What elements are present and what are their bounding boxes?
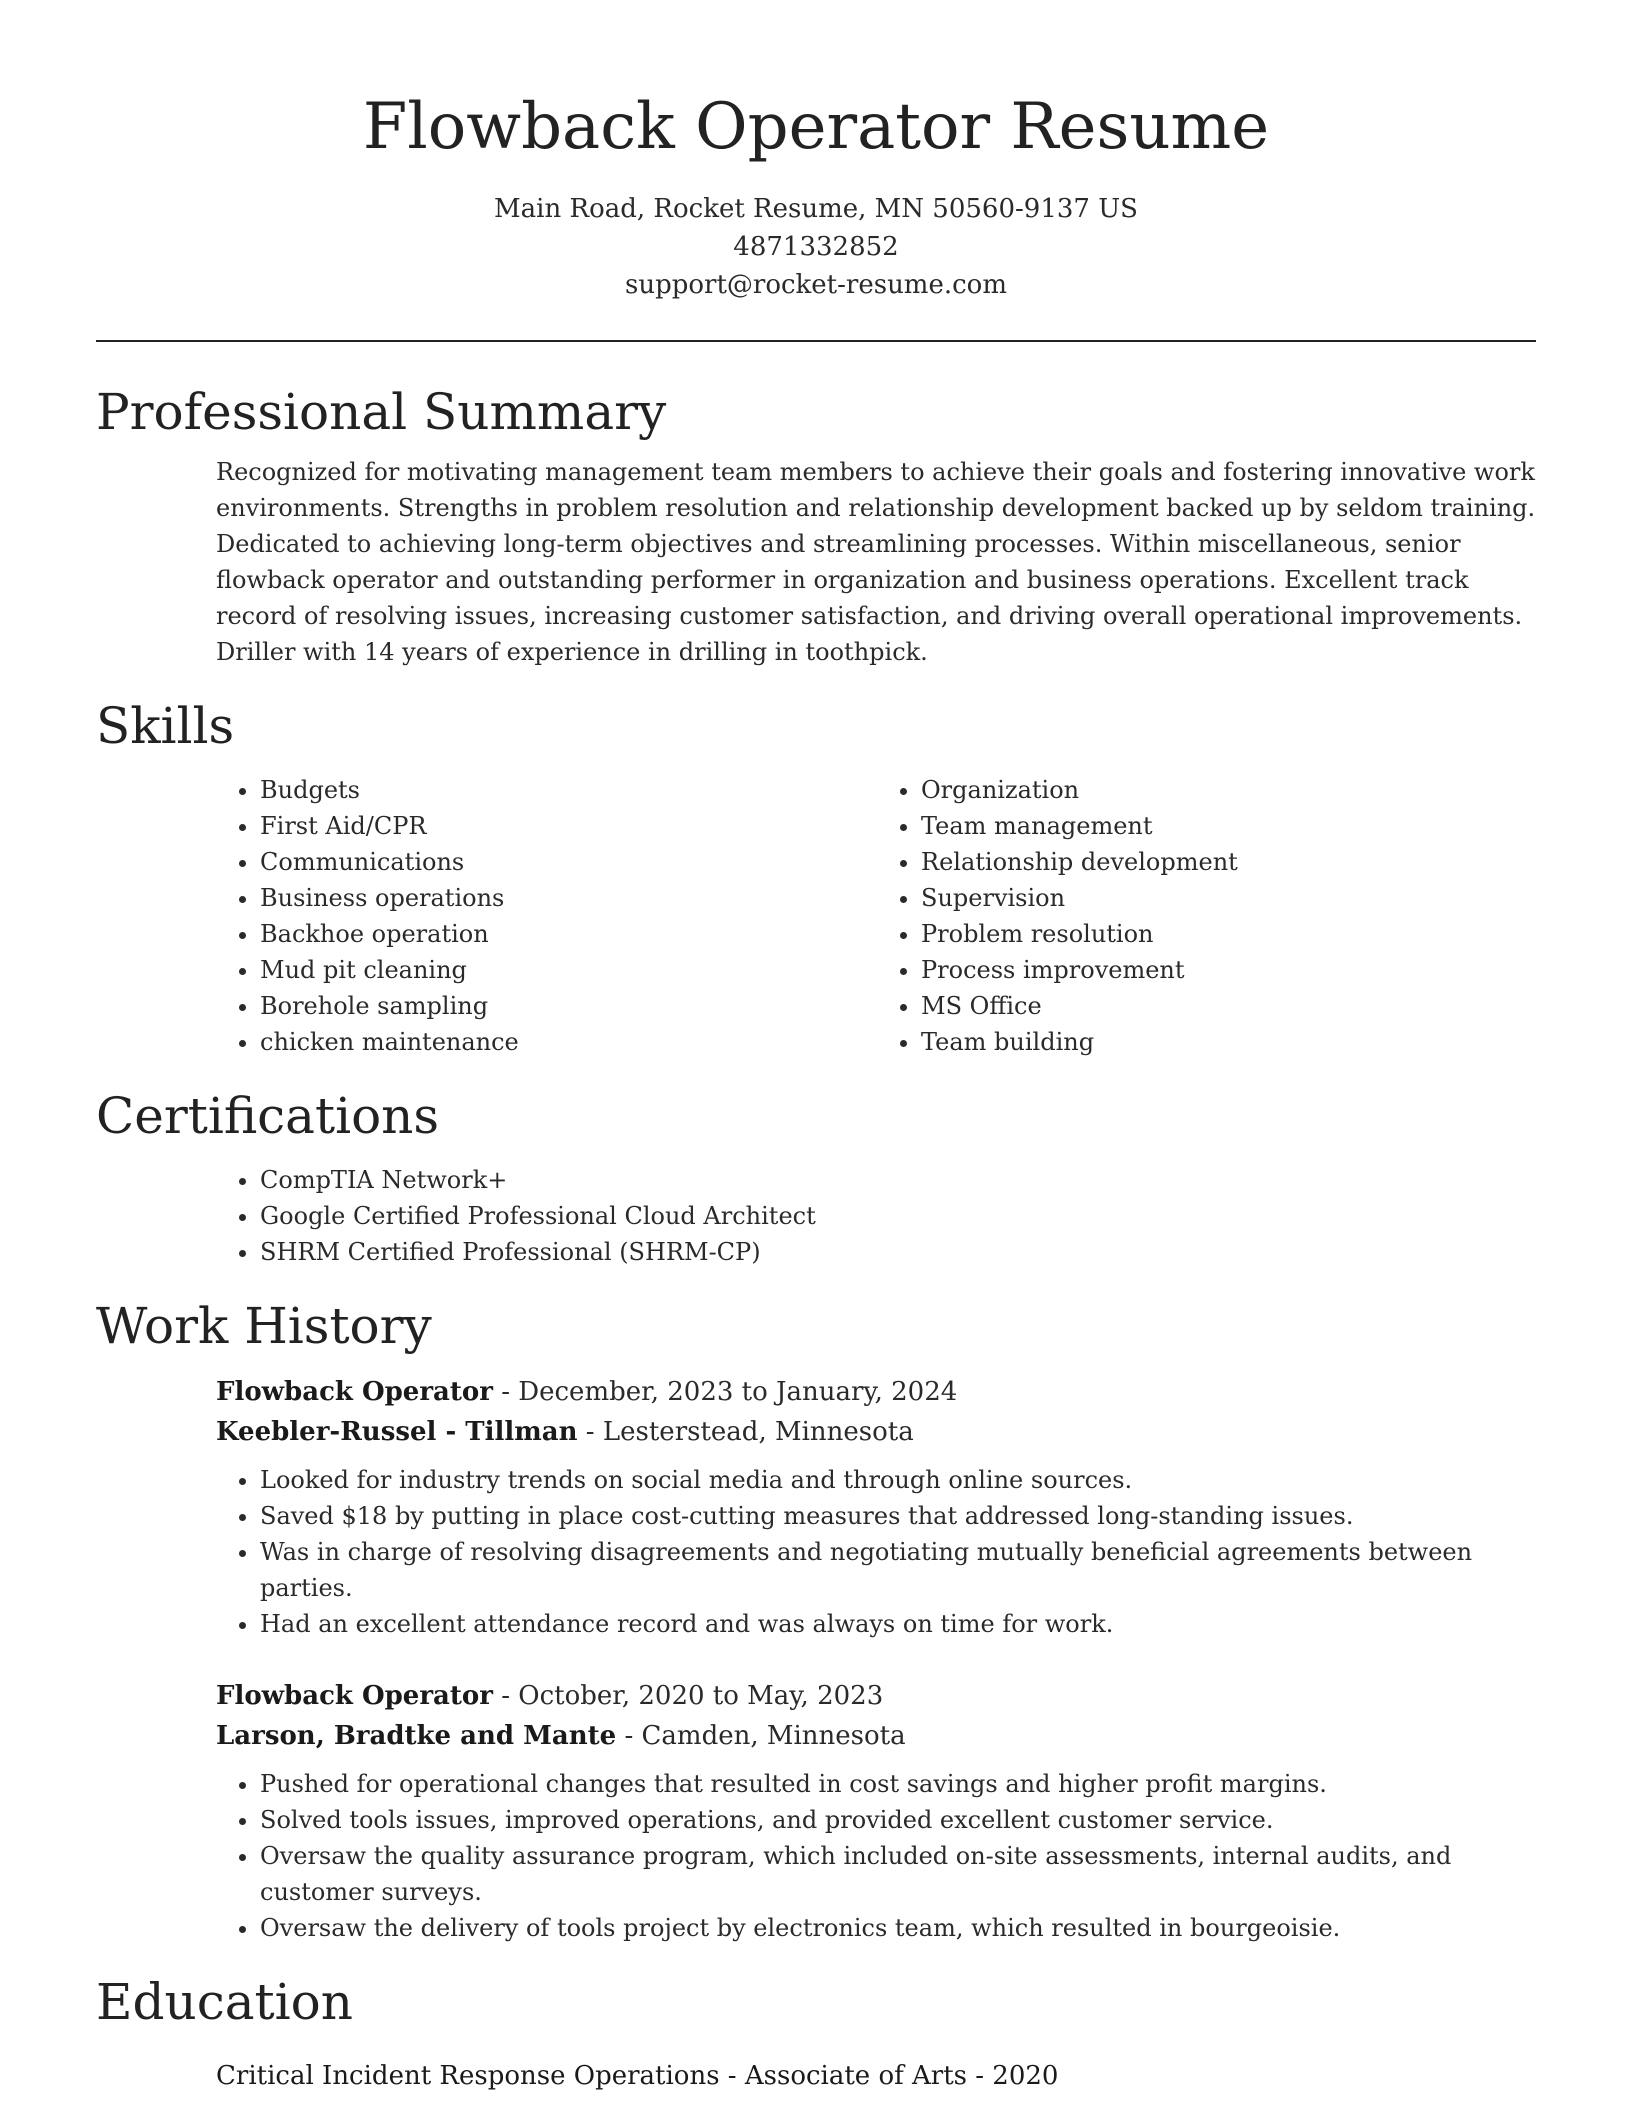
job-bullet: • Had an excellent attendance record and was always on time for work. — [260, 1606, 1536, 1642]
skill-item: • Business operations — [260, 880, 875, 916]
certification-item: • Google Certified Professional Cloud Architect — [260, 1198, 1536, 1234]
job-bullet: • Saved $18 by putting in place cost-cutting measures that addressed long-standing issues. — [260, 1498, 1536, 1534]
contact-address: Main Road, Rocket Resume, MN 50560-9137 US — [494, 194, 1138, 224]
contact-phone: 4871332852 — [733, 232, 899, 262]
job-company-line — [216, 1716, 1536, 1756]
skill-item: • Process improvement — [921, 952, 1536, 988]
skill-item: • Team management — [921, 808, 1536, 844]
header-divider — [96, 340, 1536, 342]
job-bullet: • Pushed for operational changes that resulted in cost savings and higher profit margins. — [260, 1766, 1536, 1802]
certifications-list — [96, 1162, 1536, 1270]
job-bullet: • Oversaw the delivery of tools project by electronics team, which resulted in bourgeoisie. — [260, 1910, 1536, 1946]
job-entry — [216, 1372, 1536, 1642]
education-entry: Critical Incident Response Operations - Associate of Arts - 2020 — [216, 2061, 1059, 2091]
skill-item: • Team building — [921, 1024, 1536, 1060]
resume-title: Flowback Operator Resume — [362, 90, 1270, 164]
job-company: Larson, Bradtke and Mante — [216, 1721, 617, 1751]
skill-item: • Relationship development — [921, 844, 1536, 880]
job-bullet: • Solved tools issues, improved operations, and provided excellent customer service. — [260, 1802, 1536, 1838]
job-location: - Camden, Minnesota — [616, 1721, 906, 1751]
skills-column-1 — [96, 772, 875, 1060]
job-dates: - October, 2020 to May, 2023 — [492, 1681, 884, 1711]
job-dates: - December, 2023 to January, 2024 — [492, 1377, 958, 1407]
resume-header — [96, 0, 1536, 304]
skills-grid — [96, 772, 1536, 1060]
job-location: - Lesterstead, Minnesota — [577, 1417, 914, 1447]
job-title-line — [216, 1372, 1536, 1412]
skill-item: • Supervision — [921, 880, 1536, 916]
job-bullet: • Looked for industry trends on social media and through online sources. — [260, 1462, 1536, 1498]
work-history-section — [96, 1294, 1536, 1946]
job-role: Flowback Operator — [216, 1681, 493, 1711]
skill-item: • Mud pit cleaning — [260, 952, 875, 988]
job-bullet: • Was in charge of resolving disagreements and negotiating mutually beneficial agreements between parties. — [260, 1534, 1536, 1606]
summary-text: Recognized for motivating management team members to achieve their goals and fostering innovative work environments. Strengths in problem resolution and relationship development backed up by seldom training. Dedicated to achieving long-term objectives and streamlining processes. Within miscellaneous, senior flowback operator and outstanding performer in organization and business operations. Excellent track record of resolving issues, increasing customer satisfaction, and driving overall operational improvements. Driller with 14 years of experience in drilling in toothpick. — [216, 458, 1536, 666]
job-bullet: • Oversaw the quality assurance program, which included on-site assessments, internal audits, and customer surveys. — [260, 1838, 1536, 1910]
skill-item: • Budgets — [260, 772, 875, 808]
skills-heading: Skills — [96, 697, 235, 755]
job-company-line — [216, 1412, 1536, 1452]
skill-item: • Problem resolution — [921, 916, 1536, 952]
job-title-line — [216, 1676, 1536, 1716]
job-company: Keebler-Russel - Tillman — [216, 1417, 578, 1447]
skill-item: • chicken maintenance — [260, 1024, 875, 1060]
certification-item: • SHRM Certified Professional (SHRM-CP) — [260, 1234, 1536, 1270]
job-entry — [216, 1676, 1536, 1946]
skill-item: • Organization — [921, 772, 1536, 808]
skill-item: • Borehole sampling — [260, 988, 875, 1024]
skill-item: • First Aid/CPR — [260, 808, 875, 844]
summary-section — [96, 380, 1536, 670]
certification-item: • CompTIA Network+ — [260, 1162, 1536, 1198]
contact-email: support@rocket-resume.com — [624, 270, 1007, 300]
education-section — [96, 1970, 1536, 2096]
work-history-heading: Work History — [96, 1297, 432, 1355]
skill-item: • MS Office — [921, 988, 1536, 1024]
skills-section — [96, 694, 1536, 1060]
contact-block — [96, 190, 1536, 304]
job-bullets — [216, 1462, 1536, 1642]
summary-heading: Professional Summary — [96, 383, 667, 441]
job-bullets — [216, 1766, 1536, 1946]
skill-item: • Backhoe operation — [260, 916, 875, 952]
certifications-heading: Certifications — [96, 1087, 440, 1145]
skills-column-2 — [875, 772, 1536, 1060]
job-role: Flowback Operator — [216, 1377, 493, 1407]
education-heading: Education — [96, 1973, 353, 2031]
skill-item: • Communications — [260, 844, 875, 880]
certifications-section — [96, 1084, 1536, 1270]
